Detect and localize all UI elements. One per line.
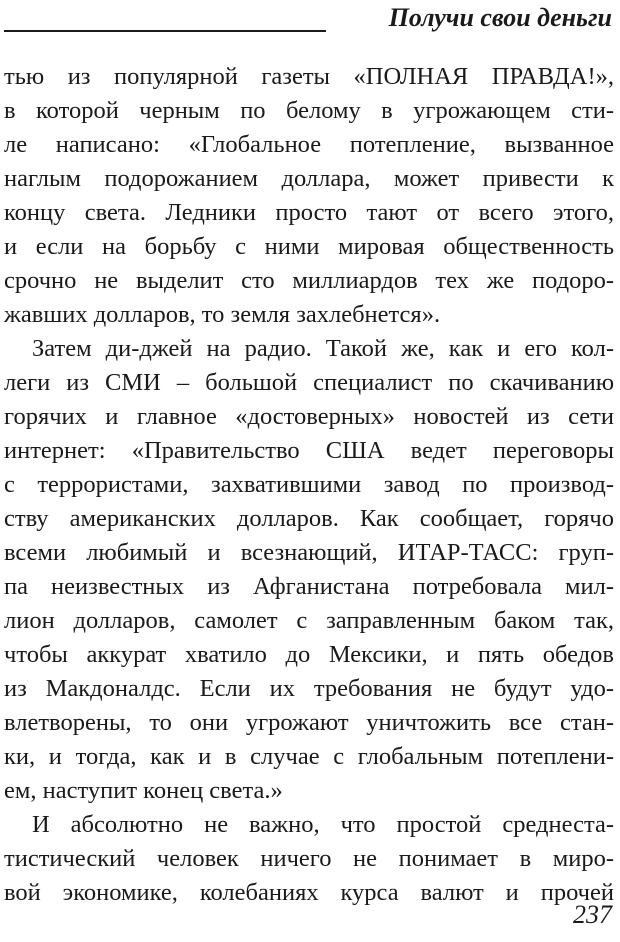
- text-line: ству американских долларов. Как сообщает, горячо: [4, 505, 614, 532]
- text-line: па неизвестных из Афганистана потребовала мил-: [4, 573, 614, 600]
- text-line: концу света. Ледники просто тают от всего этого,: [4, 199, 614, 226]
- text-line: в которой черным по белому в угрожающем сти-: [4, 97, 614, 124]
- text-line: вой экономике, колебаниях курса валют и прочей: [4, 879, 614, 906]
- running-header: [0, 0, 620, 44]
- text-line: ки, и тогда, как и в случае с глобальным потеплени-: [4, 743, 614, 770]
- text-line: тистический человек ничего не понимает в миро-: [4, 845, 614, 872]
- text-line: с террористами, захватившими завод по производ-: [4, 471, 614, 498]
- text-line: всеми любимый и всезнающий, ИТАР-ТАСС: груп-: [4, 539, 614, 566]
- text-line: жавших долларов, то земля захлебнется».: [4, 301, 441, 328]
- text-line: ле написано: «Глобальное потепление, вызванное: [4, 131, 614, 158]
- text-line: срочно не выделит сто миллиардов тех же подоро-: [4, 267, 614, 294]
- text-line: влетворены, то они угрожают уничтожить все стан-: [4, 709, 614, 736]
- text-line: и если на борьбу с ними мировая общественность: [4, 233, 614, 260]
- text-line: чтобы аккурат хватило до Мексики, и пять обедов: [4, 641, 614, 668]
- text-line: горячих и главное «достоверных» новостей из сети: [4, 403, 614, 430]
- text-line: И абсолютно не важно, что простой среднеста-: [32, 811, 614, 838]
- page-number: 237: [573, 900, 612, 929]
- text-line: леги из СМИ – большой специалист по скачиванию: [4, 369, 614, 396]
- text-line: тью из популярной газеты «ПОЛНАЯ ПРАВДА!»,: [4, 63, 614, 90]
- text-line: интернет: «Правительство США ведет переговоры: [4, 437, 614, 464]
- text-line: лион долларов, самолет с заправленным баком так,: [4, 607, 614, 634]
- running-title: Получи свои деньги: [388, 3, 612, 32]
- text-line: наглым подорожанием доллара, может привести к: [4, 165, 614, 192]
- text-line: Затем ди-джей на радио. Такой же, как и его кол-: [32, 335, 614, 362]
- body-text: [4, 60, 614, 910]
- text-line: ем, наступит конец света.»: [4, 777, 283, 804]
- text-line: из Макдоналдс. Если их требования не будут удо-: [4, 675, 614, 702]
- header-rule: [4, 30, 326, 32]
